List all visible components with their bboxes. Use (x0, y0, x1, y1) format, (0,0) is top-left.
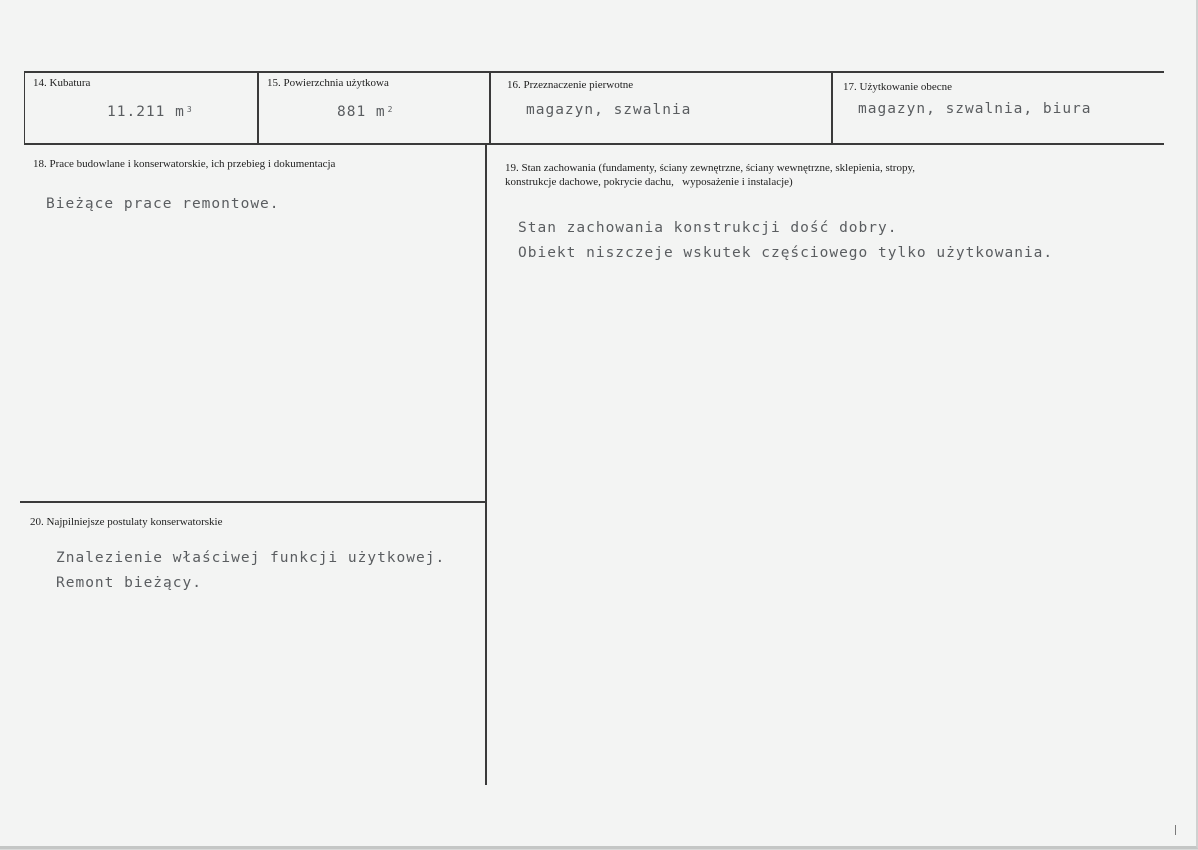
divider-14-15 (257, 72, 259, 144)
left-border (24, 72, 25, 144)
field-20-label: 20. Najpilniejsze postulaty konserwatorskie (30, 516, 223, 528)
field-17-label: 17. Użytkowanie obecne (843, 81, 953, 93)
field-16-label: 16. Przeznaczenie pierwotne (507, 79, 634, 91)
field-15-value-text: 881 m (337, 104, 386, 120)
divider-15-16 (489, 72, 491, 144)
field-16-value: magazyn, szwalnia (526, 102, 692, 118)
field-19-label-line-1: 19. Stan zachowania (fundamenty, ściany zewnętrzne, ściany wewnętrzne, sklepienia, stropy, (505, 162, 916, 174)
field-14-unit-superscript: 3 (186, 105, 193, 114)
field-19-line-2: Obiekt niszczeje wskutek częściowego tylko użytkowania. (518, 245, 1054, 261)
field-18-label: 18. Prace budowlane i konserwatorskie, ich przebieg i dokumentacja (33, 158, 336, 170)
main-vertical-divider (485, 145, 487, 785)
field-18-value: Bieżące prace remontowe. (46, 196, 280, 212)
field-20-line-1: Znalezienie właściwej funkcji użytkowej. (56, 550, 446, 566)
field-19-line-1: Stan zachowania konstrukcji dość dobry. (518, 220, 898, 236)
edge-tick-mark (1175, 825, 1176, 835)
field-14-value-text: 11.211 m (107, 104, 185, 120)
field-14-label: 14. Kubatura (33, 77, 91, 89)
field-15-unit-superscript: 2 (387, 105, 394, 114)
field-19-label-line-2: konstrukcje dachowe, pokrycie dachu, wyposażenie i instalacje) (505, 176, 793, 188)
field-14-value (107, 100, 193, 124)
top-rule (24, 71, 1164, 73)
field-20-line-2: Remont bieżący. (56, 575, 202, 591)
field-15-value (337, 100, 393, 124)
field-15-label: 15. Powierzchnia użytkowa (267, 77, 389, 89)
section20-top-rule (20, 501, 485, 503)
header-bottom-rule (24, 143, 1164, 145)
divider-16-17 (831, 72, 833, 144)
field-17-value: magazyn, szwalnia, biura (858, 101, 1092, 117)
